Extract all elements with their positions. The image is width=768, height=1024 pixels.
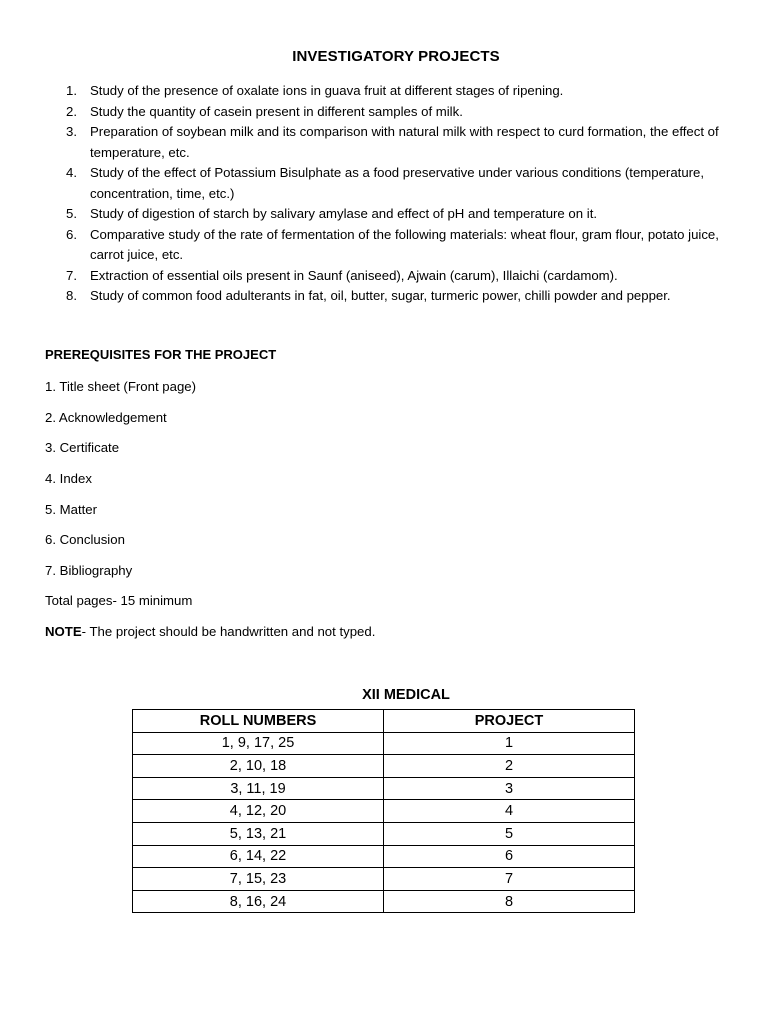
item-text: Preparation of soybean milk and its comparison with natural milk with respect to curd formation, the effect of temperature, etc. — [90, 124, 719, 160]
prerequisite-item: 3. Certificate — [45, 440, 120, 456]
roll-numbers-cell: 2, 10, 18 — [133, 755, 384, 778]
project-cell: 3 — [384, 777, 635, 800]
table-row — [133, 822, 635, 845]
table-title: XII MEDICAL — [362, 687, 450, 703]
prerequisites-list — [45, 378, 196, 593]
table-row — [133, 800, 635, 823]
table-row — [133, 890, 635, 913]
item-text: Extraction of essential oils present in Saunf (aniseed), Ajwain (carum), Illaichi (cardamom). — [90, 267, 618, 283]
item-number: 3. — [66, 124, 77, 139]
table-row — [133, 868, 635, 891]
item-text: Study of the presence of oxalate ions in guava fruit at different stages of ripening. — [90, 83, 564, 98]
project-cell: 8 — [384, 890, 635, 913]
item-text: Study the quantity of casein present in different samples of milk. — [90, 103, 463, 119]
item-number: 5. — [66, 206, 77, 221]
list-item — [66, 102, 730, 123]
roll-number-table — [132, 709, 635, 913]
list-item — [66, 204, 730, 225]
item-text: Comparative study of the rate of fermentation of the following materials: wheat flour, gram flour, potato juice, carrot juice, etc. — [90, 226, 719, 262]
roll-numbers-cell: 3, 11, 19 — [133, 777, 384, 800]
table-header-row — [133, 710, 635, 733]
list-item — [66, 225, 730, 266]
list-item — [66, 286, 730, 307]
item-number: 7. — [66, 267, 77, 283]
table-row — [133, 845, 635, 868]
project-cell: 6 — [384, 845, 635, 868]
item-text: Study of the effect of Potassium Bisulphate as a food preservative under various conditions (temperature, concentration, time, etc.) — [90, 165, 705, 201]
item-number: 1. — [66, 83, 77, 98]
list-item — [66, 81, 730, 102]
header-roll-numbers: ROLL NUMBERS — [133, 710, 384, 733]
project-cell: 4 — [384, 800, 635, 823]
roll-numbers-cell: 1, 9, 17, 25 — [133, 732, 384, 755]
project-list — [66, 81, 730, 307]
note-label: NOTE — [45, 624, 82, 639]
page-title: INVESTIGATORY PROJECTS — [292, 48, 500, 65]
item-text: Study of common food adulterants in fat, oil, butter, sugar, turmeric power, chilli powder and pepper. — [90, 288, 671, 303]
note — [45, 624, 375, 639]
project-cell: 7 — [384, 868, 635, 891]
roll-numbers-cell: 7, 15, 23 — [133, 868, 384, 891]
project-cell: 5 — [384, 822, 635, 845]
project-cell: 2 — [384, 755, 635, 778]
prerequisite-item: 2. Acknowledgement — [45, 409, 167, 425]
roll-numbers-cell: 5, 13, 21 — [133, 822, 384, 845]
project-cell: 1 — [384, 732, 635, 755]
item-number: 6. — [66, 226, 77, 242]
item-number: 2. — [66, 103, 77, 119]
table-row — [133, 755, 635, 778]
item-number: 4. — [66, 165, 77, 180]
list-item — [66, 163, 730, 204]
roll-numbers-cell: 8, 16, 24 — [133, 890, 384, 913]
prerequisite-item: 4. Index — [45, 471, 92, 487]
note-text: - The project should be handwritten and not typed. — [81, 624, 376, 639]
item-text: Study of digestion of starch by salivary amylase and effect of pH and temperature on it. — [90, 206, 598, 221]
prerequisites-heading: PREREQUISITES FOR THE PROJECT — [45, 347, 277, 362]
list-item — [66, 122, 730, 163]
prerequisite-item: 5. Matter — [45, 501, 98, 517]
prerequisite-item: 6. Conclusion — [45, 532, 125, 548]
item-number: 8. — [66, 288, 77, 303]
list-item — [66, 266, 730, 287]
header-project: PROJECT — [384, 710, 635, 733]
roll-numbers-cell: 4, 12, 20 — [133, 800, 384, 823]
table-row — [133, 777, 635, 800]
roll-numbers-cell: 6, 14, 22 — [133, 845, 384, 868]
prerequisite-item: 7. Bibliography — [45, 563, 133, 579]
total-pages: Total pages- 15 minimum — [45, 593, 193, 608]
prerequisite-item: 1. Title sheet (Front page) — [45, 379, 196, 394]
table-row — [133, 732, 635, 755]
